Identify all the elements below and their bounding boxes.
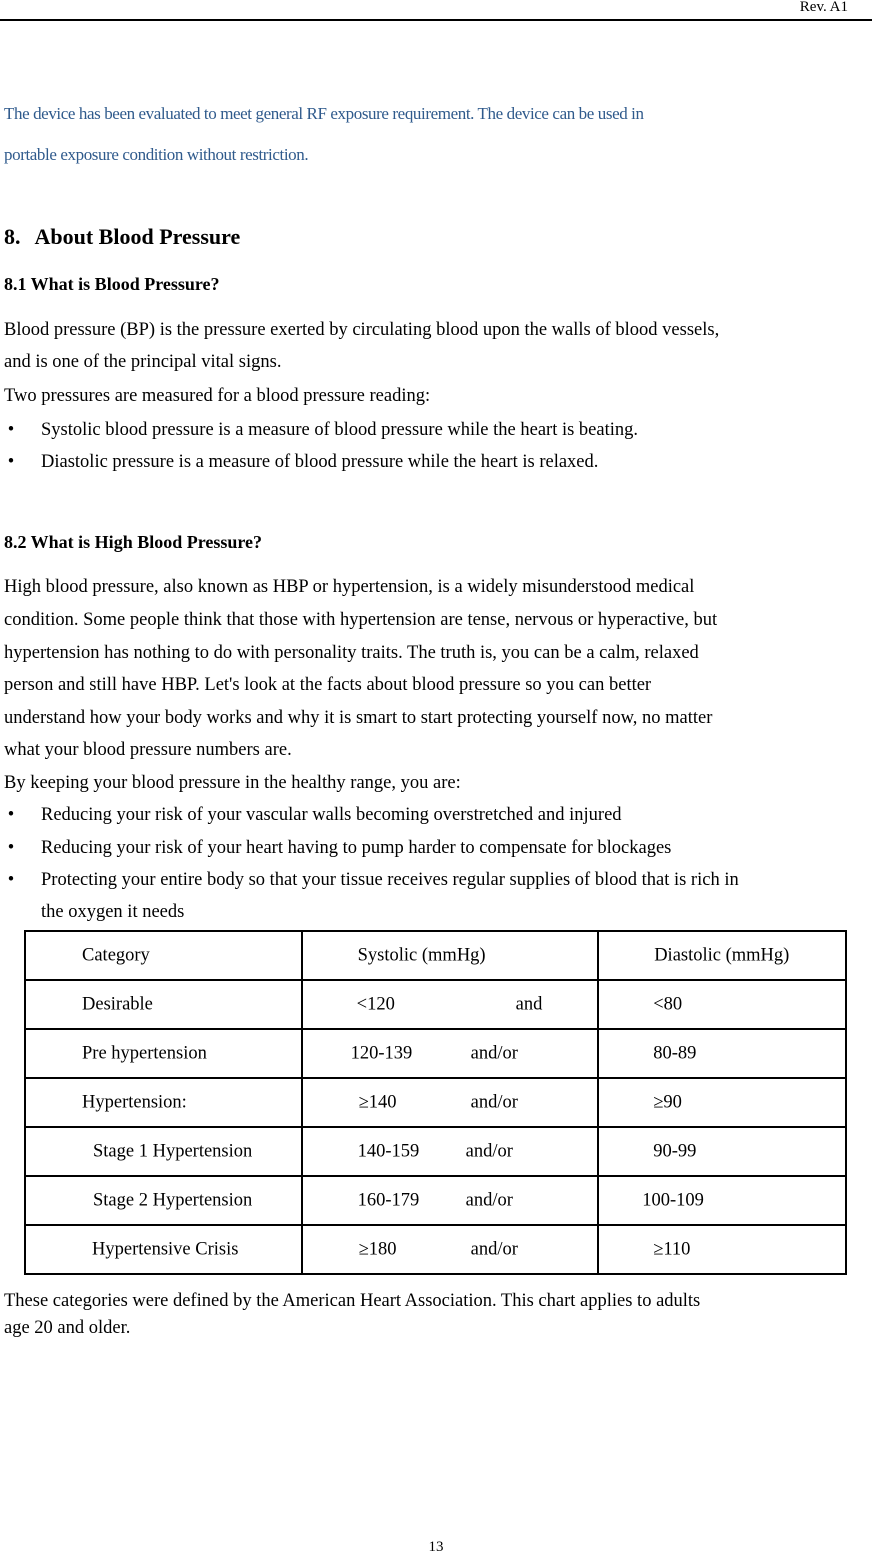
row-systolic: 160-179 (357, 1190, 420, 1210)
row-systolic: 120-139 (350, 1043, 413, 1063)
row-category: Stage 1 Hypertension (93, 1141, 253, 1161)
bullet-dot-icon: • (7, 838, 15, 858)
row-systolic: 140-159 (357, 1141, 420, 1161)
bp-category-table (24, 930, 847, 1275)
bullet-dot-icon: • (7, 870, 15, 890)
rf-notice-line-2: portable exposure condition without restriction. (4, 145, 309, 164)
row-diastolic: ≥110 (653, 1239, 691, 1259)
paragraph-line: Two pressures are measured for a blood pressure reading: (4, 386, 431, 406)
paragraph-line: Blood pressure (BP) is the pressure exerted by circulating blood upon the walls of blood vessels, (4, 320, 720, 340)
paragraph-line: hypertension has nothing to do with personality traits. The truth is, you can be a calm, relaxed (4, 643, 699, 663)
paragraph-line: By keeping your blood pressure in the healthy range, you are: (4, 773, 461, 793)
subsection-8-1-title: 8.1 What is Blood Pressure? (4, 274, 220, 294)
table-row (25, 1127, 846, 1176)
section-heading (4, 224, 240, 250)
paragraph-line: person and still have HBP. Let's look at the facts about blood pressure so you can better (4, 675, 652, 695)
row-diastolic: 90-99 (653, 1141, 697, 1161)
bullet-dot-icon: • (7, 420, 15, 440)
row-systolic: ≥180 (358, 1239, 397, 1259)
table-row (25, 1029, 846, 1078)
bullet-dot-icon: • (7, 805, 15, 825)
row-category: Pre hypertension (82, 1043, 207, 1063)
row-diastolic: ≥90 (653, 1092, 682, 1112)
row-diastolic: 80-89 (653, 1043, 697, 1063)
header-category: Category (82, 945, 150, 965)
row-systolic: <120 (356, 994, 395, 1014)
paragraph-line: and is one of the principal vital signs. (4, 352, 282, 372)
row-conjunction: and (515, 994, 543, 1014)
header-rule (0, 19, 872, 21)
header-systolic: Systolic (mmHg) (357, 945, 486, 965)
row-category: Stage 2 Hypertension (93, 1190, 253, 1210)
section-number: 8. (4, 224, 21, 249)
row-conjunction: and/or (470, 1092, 518, 1112)
bullet-dot-icon: • (7, 452, 15, 472)
row-diastolic: 100-109 (642, 1190, 704, 1210)
table-row (25, 1078, 846, 1127)
paragraph-line: condition. Some people think that those with hypertension are tense, nervous or hyperactive, but (4, 610, 718, 630)
table-row (25, 1176, 846, 1225)
table-row (25, 980, 846, 1029)
row-conjunction: and/or (470, 1239, 518, 1259)
paragraph-line: understand how your body works and why it is smart to start protecting yourself now, no matter (4, 708, 713, 728)
header-diastolic: Diastolic (mmHg) (654, 945, 790, 965)
section-title: About Blood Pressure (34, 224, 241, 249)
paragraph-line: what your blood pressure numbers are. (4, 740, 292, 760)
footnote-line: age 20 and older. (4, 1318, 131, 1338)
row-category: Hypertensive Crisis (92, 1239, 239, 1259)
row-category: Hypertension: (82, 1092, 187, 1112)
rf-notice-line-1: The device has been evaluated to meet general RF exposure requirement. The device can be used in (4, 104, 644, 123)
row-category: Desirable (82, 994, 153, 1014)
table-header-row (25, 931, 846, 980)
row-conjunction: and/or (465, 1141, 513, 1161)
table-row (25, 1225, 846, 1274)
revision-label: Rev. A1 (799, 0, 848, 15)
row-systolic: ≥140 (358, 1092, 397, 1112)
row-conjunction: and/or (465, 1190, 513, 1210)
footnote-line: These categories were defined by the American Heart Association. This chart applies to adults (4, 1291, 701, 1311)
page-number: 13 (428, 1539, 444, 1555)
subsection-8-2-title: 8.2 What is High Blood Pressure? (4, 532, 263, 552)
row-conjunction: and/or (470, 1043, 518, 1063)
row-diastolic: <80 (653, 994, 683, 1014)
paragraph-line: High blood pressure, also known as HBP or hypertension, is a widely misunderstood medical (4, 577, 695, 597)
